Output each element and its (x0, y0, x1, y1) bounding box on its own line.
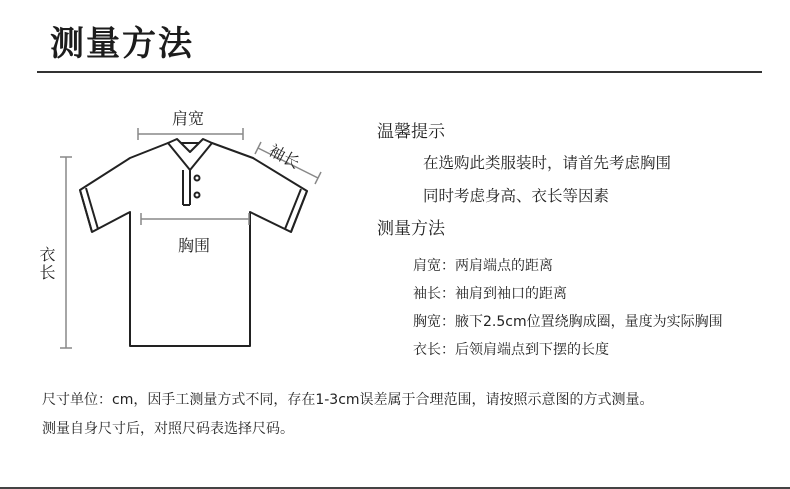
tips-heading: 温馨提示 (377, 122, 445, 142)
method-heading: 测量方法 (377, 219, 445, 239)
chest-label: 胸围 (178, 236, 211, 255)
shoulder-width-label: 肩宽 (172, 109, 205, 128)
tip-line: 在选购此类服装时，请首先考虑胸围 (423, 154, 672, 172)
size-note: 测量自身尺寸后，对照尺码表选择尺码。 (42, 421, 294, 437)
method-row: 袖长：袖肩到袖口的距离 (413, 286, 567, 302)
method-row: 衣长：后领肩端点到下摆的长度 (413, 342, 609, 358)
shirt-diagram (0, 0, 360, 370)
button (195, 193, 200, 198)
sleeve-length-label: 袖长 (265, 140, 303, 173)
button (195, 176, 200, 181)
length-measure-line (60, 157, 72, 348)
tip-line: 同时考虑身高、衣长等因素 (423, 187, 610, 205)
unit-note: 尺寸单位：cm，因手工测量方式不同，存在1-3cm误差属于合理范围，请按照示意图的方式测量。 (42, 392, 654, 408)
method-row: 胸宽：腋下2.5cm位置绕胸成圈，量度为实际胸围 (413, 314, 723, 330)
shoulder-measure-line (138, 128, 243, 140)
body-length-label: 衣长 (37, 246, 56, 282)
page-title: 测量方法 (50, 24, 194, 64)
method-row: 肩宽：两肩端点的距离 (413, 258, 553, 274)
